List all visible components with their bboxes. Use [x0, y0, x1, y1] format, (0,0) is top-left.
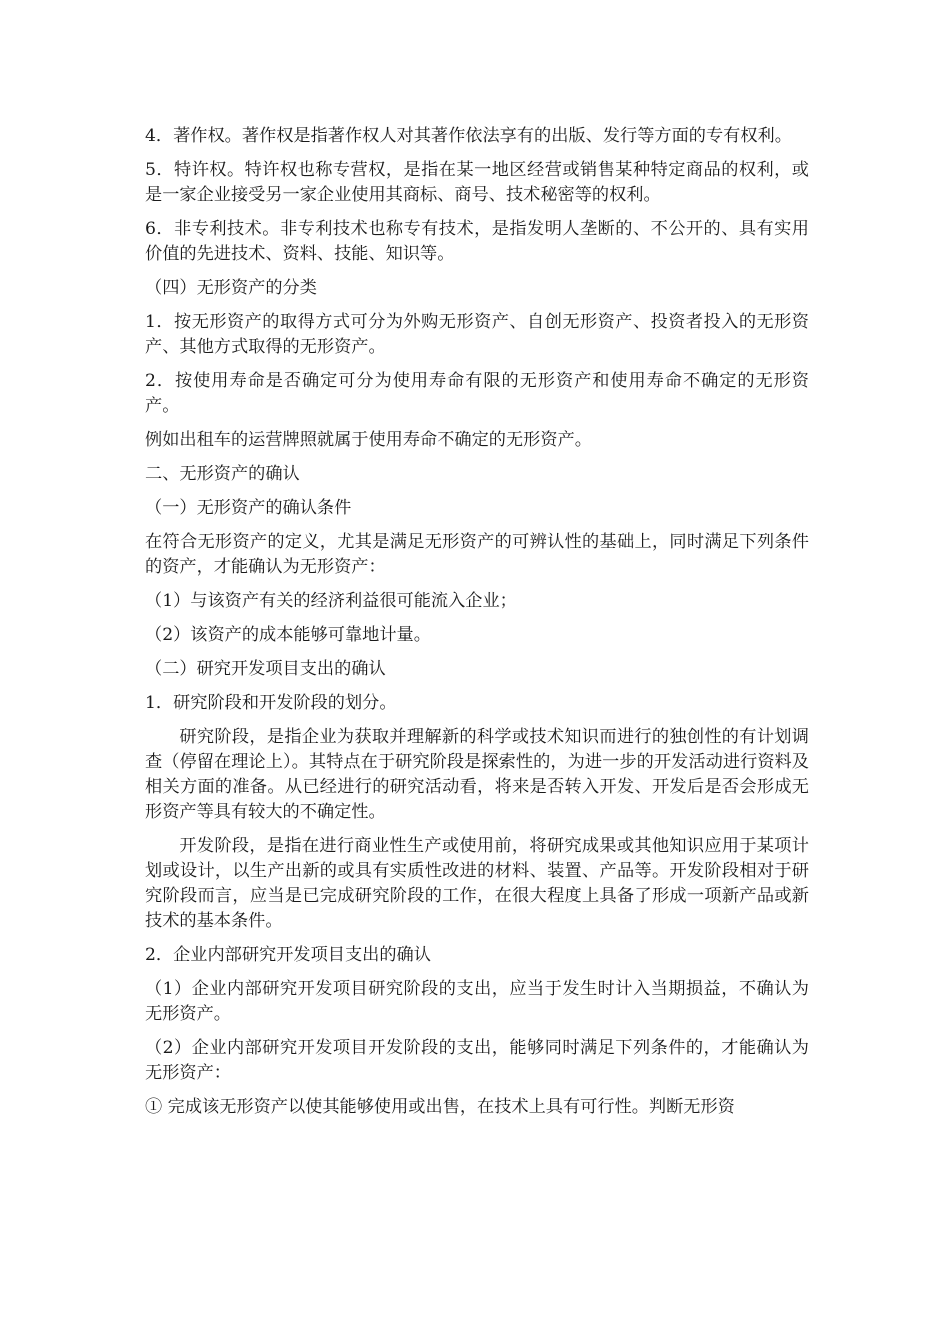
section-heading-recognition: 二、无形资产的确认 [145, 464, 300, 484]
paragraph-example-taxi-license: 例如出租车的运营牌照就属于使用寿命不确定的无形资产。 [145, 430, 592, 450]
document-body [145, 124, 809, 1120]
list-item-research-expenditure: （1）企业内部研究开发项目研究阶段的支出，应当于发生时计入当期损益，不确认为无形资产。 [145, 979, 809, 1024]
paragraph-recognition-conditions: 在符合无形资产的定义，尤其是满足无形资产的可辨认性的基础上，同时满足下列条件的资产，才能确认为无形资产： [145, 532, 809, 577]
subsection-heading-rd-expenditure: （二）研究开发项目支出的确认 [145, 659, 386, 679]
list-item-condition-2: （2）该资产的成本能够可靠地计量。 [145, 625, 431, 645]
paragraph-internal-rd-recognition: 2．企业内部研究开发项目支出的确认 [145, 945, 431, 965]
list-item-development-expenditure: （2）企业内部研究开发项目开发阶段的支出，能够同时满足下列条件的，才能确认为无形资产： [145, 1038, 809, 1083]
paragraph-research-development-division: 1．研究阶段和开发阶段的划分。 [145, 693, 397, 713]
paragraph-non-patent-technology: 6．非专利技术。非专利技术也称专有技术，是指发明人垄断的、不公开的、具有实用价值的先进技术、资料、技能、知识等。 [145, 219, 809, 264]
paragraph-development-stage: 开发阶段，是指在进行商业性生产或使用前，将研究成果或其他知识应用于某项计划或设计，以生产出新的或具有实质性改进的材料、装置、产品等。开发阶段相对于研究阶段而言，应当是已完成研究阶段的工作，在很大程度上具备了形成一项新产品或新技术的基本条件。 [145, 836, 809, 931]
paragraph-franchise: 5．特许权。特许权也称专营权，是指在某一地区经营或销售某种特定商品的权利，或是一家企业接受另一家企业使用其商标、商号、技术秘密等的权利。 [145, 160, 809, 205]
section-heading-classification: （四）无形资产的分类 [145, 278, 317, 298]
list-item-condition-1: （1）与该资产有关的经济利益很可能流入企业； [145, 591, 517, 611]
paragraph-research-stage: 研究阶段，是指企业为获取并理解新的科学或技术知识而进行的独创性的有计划调查（停留在理论上）。其特点在于研究阶段是探索性的，为进一步的开发活动进行资料及相关方面的准备。从已经进行的研究活动看，将来是否转入开发、开发后是否会形成无形资产等具有较大的不确定性。 [145, 727, 809, 822]
list-item-technical-feasibility: ① 完成该无形资产以使其能够使用或出售，在技术上具有可行性。判断无形资 [145, 1097, 735, 1117]
paragraph-classification-by-useful-life: 2．按使用寿命是否确定可分为使用寿命有限的无形资产和使用寿命不确定的无形资产。 [145, 371, 809, 416]
subsection-heading-recognition-conditions: （一）无形资产的确认条件 [145, 498, 352, 518]
paragraph-classification-by-acquisition: 1．按无形资产的取得方式可分为外购无形资产、自创无形资产、投资者投入的无形资产、其他方式取得的无形资产。 [145, 312, 809, 357]
paragraph-copyright: 4．著作权。著作权是指著作权人对其著作依法享有的出版、发行等方面的专有权利。 [145, 126, 792, 146]
